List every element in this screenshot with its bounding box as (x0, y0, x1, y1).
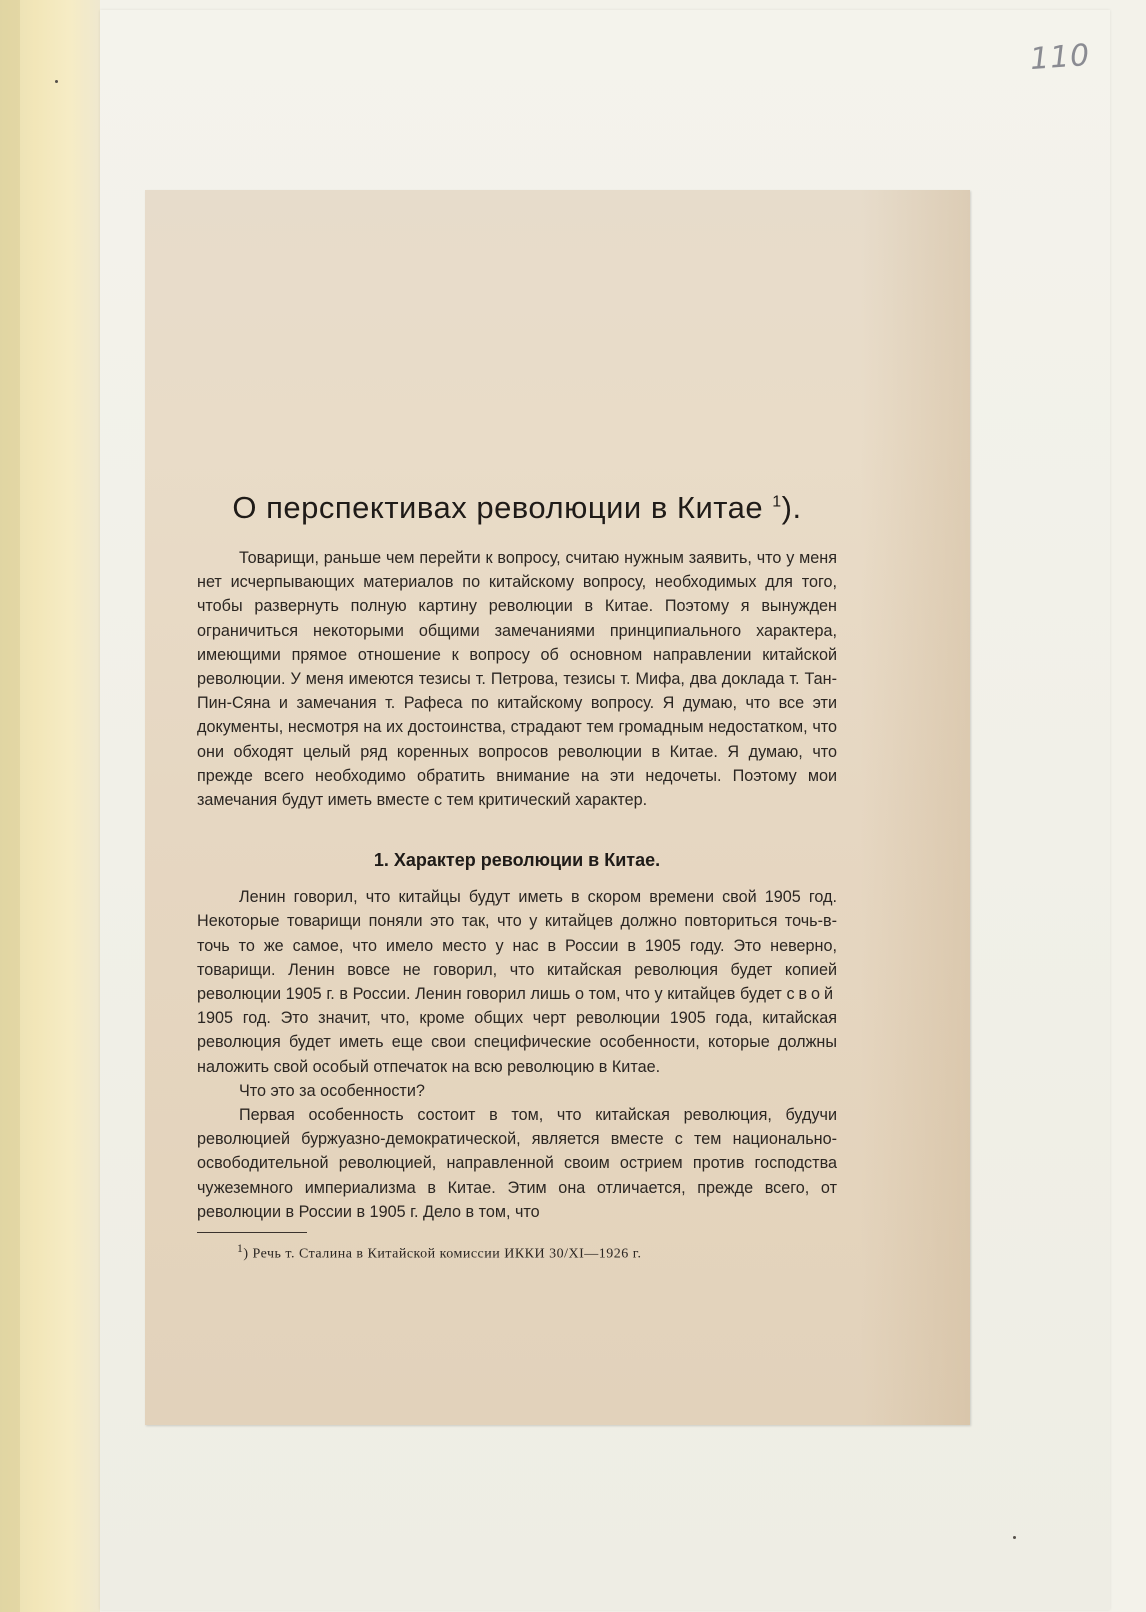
article-body (197, 490, 837, 1265)
binding-strip (0, 0, 100, 1612)
intro-paragraph: Товарищи, раньше чем перейти к вопросу, считаю нужным заявить, что у меня нет исчерпывающих материалов по китайскому вопросу, необходимых для того, чтобы развернуть полную картину революции в Китае. Поэтому я вынужден ограничиться некоторыми общими замечаниями принципиального характера, имеющими прямое отношение к вопросу об основном направлении китайской революции. У меня имеются тезисы т. Петрова, тезисы т. Мифа, два доклада т. Тан-Пин-Сяна и замечания т. Рафеса по китайскому вопросу. Я думаю, что все эти документы, несмотря на их достоинства, страдают тем громадным недостатком, что они обходят целый ряд коренных вопросов революции в Китае. Я думаю, что прежде всего необходимо обратить внимание на эти недочеты. Поэтому мои замечания будут иметь вместе с тем критический характер. (197, 549, 837, 810)
printed-page (145, 190, 970, 1425)
section-1-paragraph-3: Первая особенность состоит в том, что китайская революция, будучи революцией буржуазно-демократической, является вместе с тем национально-освободительной революцией, направленной своим острием против господства чужеземного империализма в Китае. Этим она отличается, прежде всего, от революции в России в 1905 г. Дело в том, что (197, 1106, 837, 1221)
title-tail: ). (781, 490, 802, 525)
footnote-mark: 1 (237, 1242, 244, 1256)
footnote-rule (197, 1232, 307, 1233)
footnote-text: ) Речь т. Сталина в Китайской комиссии ИККИ 30/XI—1926 г. (243, 1246, 642, 1262)
footnote (237, 1239, 837, 1265)
section-1-paragraph-2: Что это за особенности? (239, 1081, 425, 1100)
binding-edge (0, 0, 20, 1612)
section-1-paragraph-1 (197, 885, 837, 1079)
paragraph-1-text-before: Ленин говорил, что китайцы будут иметь в скором времени свой 1905 год. Некоторые товарищи поняли это так, что у китайцев должно повториться точь-в-точь то же самое, что имело место у нас в России в 1905 году. Это неверно, товарищи. Ленин вовсе не говорил, что китайская революция будет копией революции 1905 г. в России. Ленин говорил лишь о том, что у китайцев будет (197, 888, 837, 1004)
paper-speck (55, 80, 58, 83)
paragraph-1-spaced-word: свой (786, 985, 837, 1004)
article-title (157, 490, 877, 526)
archive-sheet-number: 110 (1028, 37, 1092, 78)
paper-speck (1013, 1536, 1016, 1539)
paragraph-1-text-after: 1905 год. Это значит, что, кроме общих черт революции 1905 года, китайская революция будет иметь еще свои специфические особенности, которые должны наложить свой особый отпечаток на всю революцию в Китае. (197, 1009, 837, 1076)
title-footnote-mark: 1 (772, 493, 782, 511)
article-title-text: О перспективах революции в Китае (232, 490, 764, 525)
section-1-heading: 1. Характер революции в Китае. (373, 850, 661, 871)
